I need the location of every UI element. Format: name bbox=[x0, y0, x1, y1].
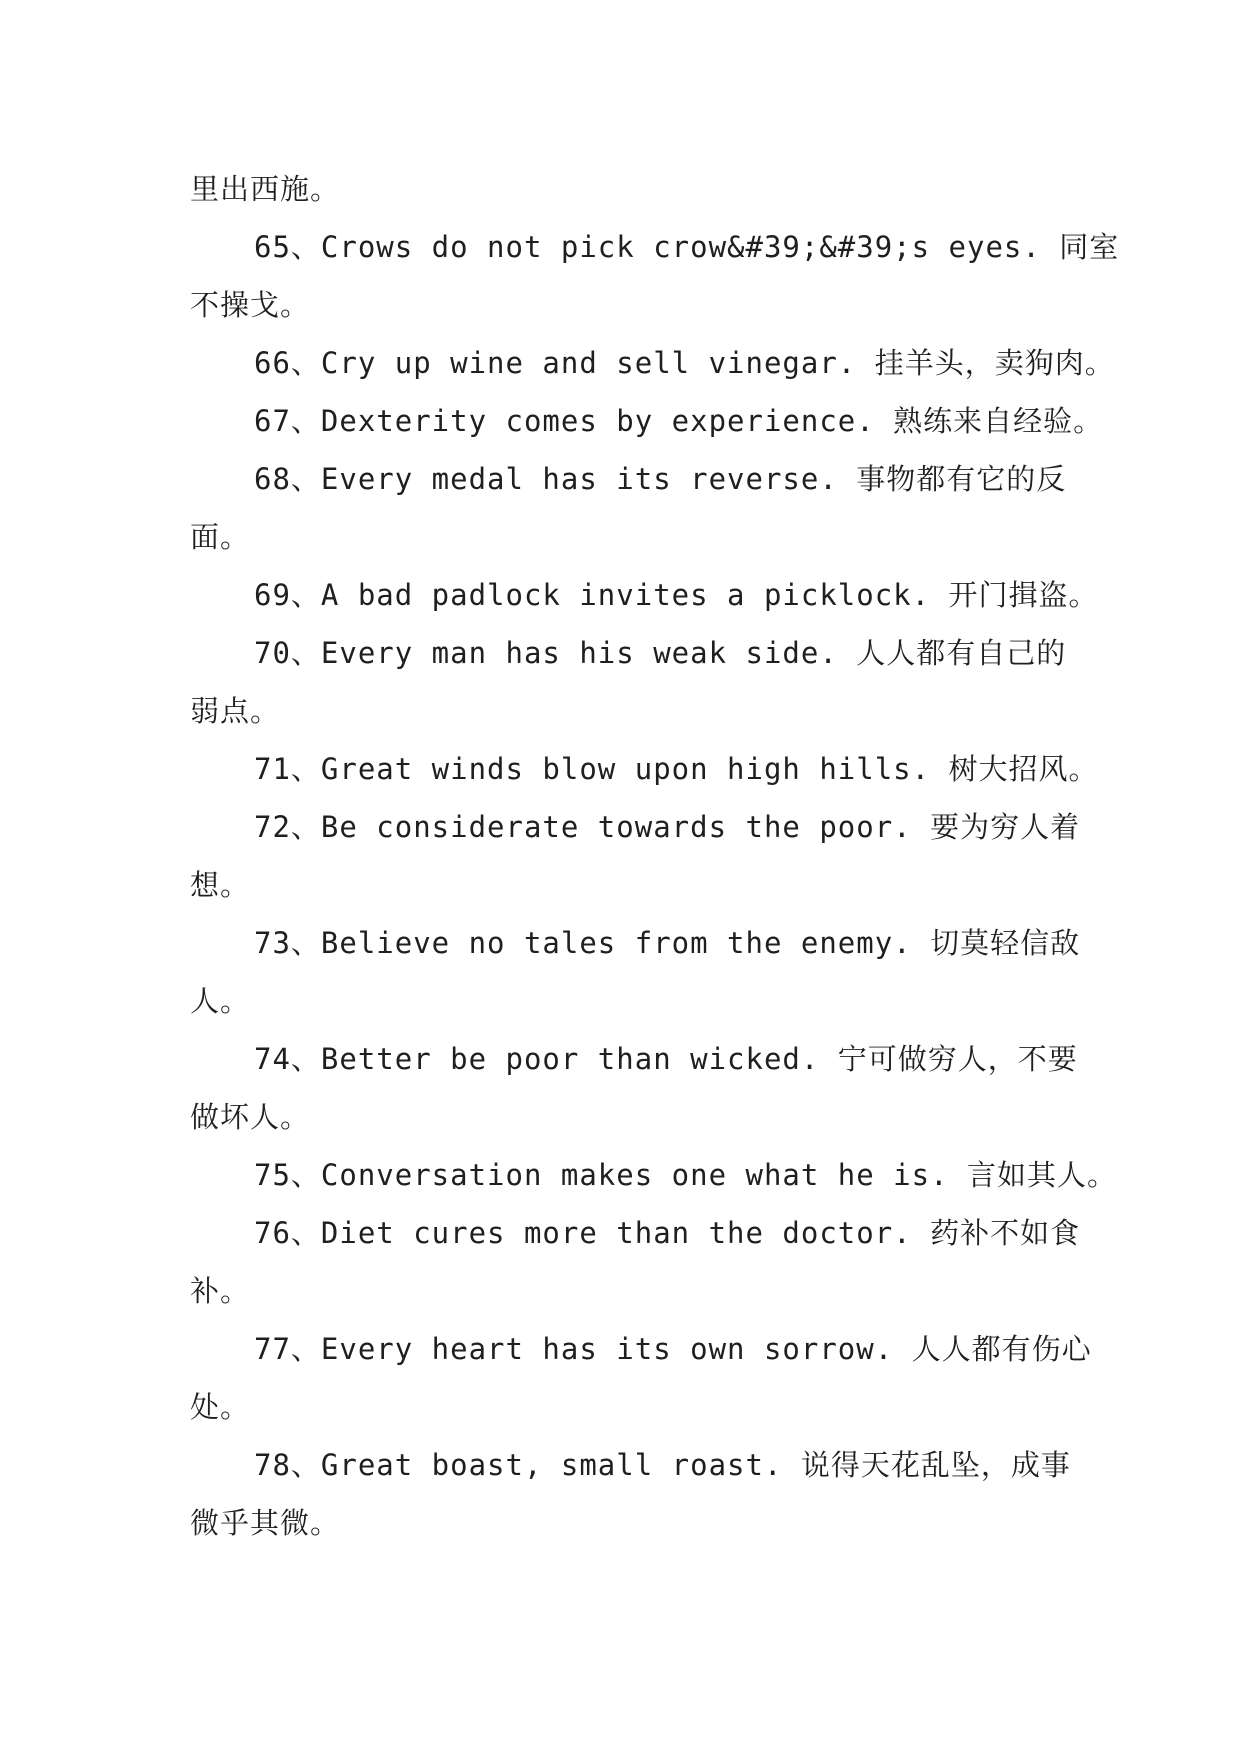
text-line: 里出西施。 bbox=[190, 172, 341, 206]
text-line: 想。 bbox=[190, 868, 251, 902]
proverb-line: 75、Conversation makes one what he is. 言如其人。 bbox=[254, 1158, 1118, 1192]
proverb-line: 69、A bad padlock invites a picklock. 开门揖盗。 bbox=[254, 578, 1099, 612]
proverb-line: 67、Dexterity comes by experience. 熟练来自经验。 bbox=[254, 404, 1104, 438]
proverb-line: 74、Better be poor than wicked. 宁可做穷人，不要 bbox=[254, 1042, 1078, 1076]
proverb-line: 72、Be considerate towards the poor. 要为穷人着 bbox=[254, 810, 1081, 844]
proverb-line: 78、Great boast, small roast. 说得天花乱坠，成事 bbox=[254, 1448, 1071, 1482]
text-line: 面。 bbox=[190, 520, 251, 554]
proverb-line: 65、Crows do not pick crow&#39;&#39;s eyes. 同室 bbox=[254, 230, 1120, 264]
proverb-line: 73、Believe no tales from the enemy. 切莫轻信敌 bbox=[254, 926, 1081, 960]
text-line: 补。 bbox=[190, 1274, 251, 1308]
text-line: 微乎其微。 bbox=[190, 1506, 341, 1540]
proverb-line: 66、Cry up wine and sell vinegar. 挂羊头，卖狗肉。 bbox=[254, 346, 1115, 380]
text-line: 人。 bbox=[190, 984, 251, 1018]
text-line: 做坏人。 bbox=[190, 1100, 311, 1134]
document-body bbox=[190, 160, 1120, 1552]
proverb-line: 68、Every medal has its reverse. 事物都有它的反 bbox=[254, 462, 1067, 496]
text-line: 不操戈。 bbox=[190, 288, 311, 322]
proverb-line: 70、Every man has his weak side. 人人都有自己的 bbox=[254, 636, 1067, 670]
proverb-line: 71、Great winds blow upon high hills. 树大招风。 bbox=[254, 752, 1099, 786]
proverb-line: 77、Every heart has its own sorrow. 人人都有伤心 bbox=[254, 1332, 1092, 1366]
text-line: 处。 bbox=[190, 1390, 251, 1424]
text-line: 弱点。 bbox=[190, 694, 281, 728]
proverb-line: 76、Diet cures more than the doctor. 药补不如食 bbox=[254, 1216, 1081, 1250]
